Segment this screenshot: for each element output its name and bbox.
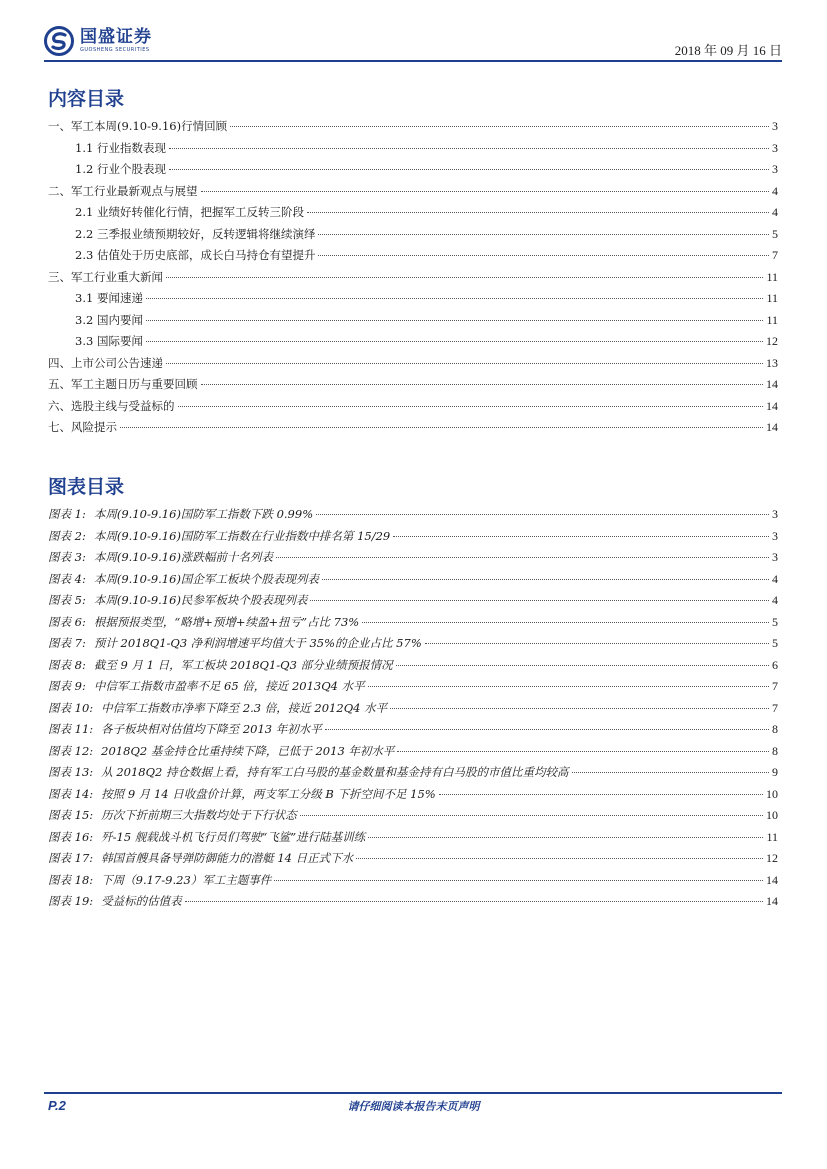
figure-entry-page: 7: [772, 679, 778, 693]
figure-entry-page: 5: [772, 614, 778, 629]
dot-leader: [390, 708, 769, 709]
figure-entry-number: 图表 10:: [48, 700, 94, 715]
figure-entry-page: 14: [766, 894, 778, 908]
figure-entry-label: 从 2018Q2 持仓数据上看，持有军工白马股的基金数量和基金持有白马股的市值比重均较高: [101, 765, 569, 779]
dot-leader: [318, 234, 769, 235]
dot-leader: [322, 579, 769, 580]
dot-leader: [169, 148, 769, 149]
dot-leader: [368, 837, 763, 838]
toc-entry[interactable]: [48, 140, 778, 162]
toc-entry-page: 11: [766, 269, 778, 284]
figure-entry-number: 图表 8:: [48, 657, 86, 672]
figure-entry-page: 3: [772, 550, 778, 564]
toc-entry-page: 12: [766, 334, 778, 348]
figure-entry-label: 预计 2018Q1-Q3 净利润增速平均值大于 35%的企业占比 57%: [93, 636, 422, 650]
dot-leader: [274, 880, 763, 881]
figure-entry-page: 5: [772, 636, 778, 650]
dot-leader: [146, 320, 763, 321]
dot-leader: [146, 341, 763, 342]
toc-entry-label: 2.1 业绩好转催化行情，把握军工反转三阶段: [75, 205, 304, 219]
toc-entry[interactable]: [48, 398, 778, 420]
dot-leader: [178, 406, 764, 407]
toc-entry-page: 13: [766, 355, 778, 370]
figure-entry-page: 10: [766, 808, 778, 822]
toc-entry[interactable]: [48, 290, 778, 312]
figure-entry-label: 历次下折前期三大指数均处于下行状态: [101, 808, 297, 822]
footer-divider: [44, 1092, 782, 1094]
figure-entry-page: 14: [766, 872, 778, 887]
dot-leader: [572, 772, 770, 773]
toc-entry-page: 3: [772, 162, 778, 176]
figure-entry[interactable]: [48, 786, 778, 808]
figure-entry-label: 韩国首艘具备导弹防御能力的潜艇 14 日正式下水: [101, 851, 354, 865]
figure-entry-number: 图表 1:: [48, 507, 86, 521]
toc-entry-label: 六、选股主线与受益标的: [48, 398, 175, 413]
toc-entry-page: 3: [772, 119, 778, 133]
figure-entry-label: 各子板块相对估值均下降至 2013 年初水平: [101, 722, 322, 736]
toc-entry-label: 2.2 三季报业绩预期较好，反转逻辑将继续演绎: [75, 226, 316, 241]
company-name-cn: 国盛证券: [80, 27, 152, 47]
figure-entry-label: 本周(9.10-9.16)国防军工指数下跌 0.99%: [93, 507, 314, 521]
toc-entry-page: 5: [772, 226, 778, 241]
figure-entry-label: 本周(9.10-9.16)国防军工指数在行业指数中排名第 15/29: [93, 528, 391, 543]
figure-entry-number: 图表 17:: [48, 851, 94, 865]
figure-entry-number: 图表 19:: [48, 894, 94, 908]
figure-entry-page: 7: [772, 700, 778, 715]
figure-entry[interactable]: [48, 657, 778, 679]
dot-leader: [146, 298, 763, 299]
figure-entry-number: 图表 14:: [48, 786, 94, 801]
dot-leader: [397, 751, 769, 752]
dot-leader: [120, 427, 763, 428]
toc-entry[interactable]: [48, 204, 778, 226]
figure-entry-label: 歼-15 舰载战斗机飞行员们驾驶“飞鲨”进行陆基训练: [101, 829, 366, 844]
dot-leader: [325, 729, 769, 730]
toc-entry-page: 3: [772, 140, 778, 155]
figure-entry-number: 图表 5:: [48, 593, 86, 607]
figure-entry-page: 3: [772, 507, 778, 521]
toc-entry-page: 14: [766, 420, 778, 434]
figure-entry[interactable]: [48, 850, 778, 872]
figure-entry-page: 8: [772, 722, 778, 736]
figure-entry-page: 6: [772, 657, 778, 672]
toc-entry-label: 1.1 行业指数表现: [75, 140, 166, 155]
toc-entry-page: 7: [772, 248, 778, 262]
toc-entry[interactable]: [48, 183, 778, 205]
dot-leader: [318, 255, 769, 256]
figure-entry-label: 本周(9.10-9.16)民参军板块个股表现列表: [93, 593, 308, 607]
toc-entry[interactable]: [48, 118, 778, 140]
toc-entry[interactable]: [48, 226, 778, 248]
dot-leader: [185, 901, 763, 902]
toc-entry-label: 一、军工本周(9.10-9.16)行情回顾: [48, 119, 228, 133]
dot-leader: [393, 536, 769, 537]
toc-entry[interactable]: [48, 419, 778, 441]
header-divider: [44, 60, 782, 62]
toc-entry-label: 五、军工主题日历与重要回顾: [48, 377, 198, 391]
toc-entry-page: 14: [766, 377, 778, 391]
toc-entry[interactable]: [48, 161, 778, 183]
figure-entry-number: 图表 15:: [48, 808, 94, 822]
toc-entry-label: 四、上市公司公告速递: [48, 355, 163, 370]
dot-leader: [396, 665, 769, 666]
dot-leader: [356, 858, 763, 859]
guosheng-logo-icon: [44, 26, 74, 56]
toc-entry-label: 三、军工行业重大新闻: [48, 269, 163, 284]
figure-entry-page: 3: [772, 528, 778, 543]
toc-entry-page: 14: [766, 398, 778, 413]
dot-leader: [169, 169, 769, 170]
dot-leader: [362, 622, 769, 623]
figure-entry-label: 下周（9.17-9.23）军工主题事件: [101, 872, 272, 887]
figure-entry[interactable]: [48, 893, 778, 915]
toc-entry[interactable]: [48, 355, 778, 377]
figure-entry-label: 本周(9.10-9.16)涨跌幅前十名列表: [93, 550, 273, 564]
figure-entry-page: 9: [772, 765, 778, 779]
toc-entry-page: 4: [772, 183, 778, 198]
figure-entry-number: 图表 9:: [48, 679, 86, 693]
toc-entry-label: 七、风险提示: [48, 420, 117, 434]
figure-entry-number: 图表 13:: [48, 765, 94, 779]
figure-entry[interactable]: [48, 743, 778, 765]
figure-entry-page: 8: [772, 743, 778, 758]
figure-entry-number: 图表 11:: [48, 722, 94, 736]
figure-entry-number: 图表 12:: [48, 743, 94, 758]
figure-entry[interactable]: [48, 635, 778, 657]
dot-leader: [307, 212, 769, 213]
dot-leader: [166, 277, 763, 278]
figure-entry[interactable]: [48, 506, 778, 528]
footer-disclaimer: 请仔细阅读本报告末页声明: [347, 1100, 480, 1113]
figure-entry[interactable]: [48, 764, 778, 786]
figure-entry-page: 10: [766, 786, 778, 801]
toc-entry[interactable]: [48, 247, 778, 269]
figure-entry-number: 图表 7:: [48, 636, 86, 650]
toc-entry[interactable]: [48, 376, 778, 398]
dot-leader: [425, 643, 769, 644]
toc-entry-label: 二、军工行业最新观点与展望: [48, 183, 198, 198]
dot-leader: [300, 815, 763, 816]
figure-entry-label: 受益标的估值表: [101, 894, 182, 908]
toc-entry[interactable]: [48, 269, 778, 291]
dot-leader: [166, 363, 763, 364]
figure-entry-number: 图表 2:: [48, 528, 86, 543]
dot-leader: [230, 126, 769, 127]
figure-entry[interactable]: [48, 807, 778, 829]
toc-entry-page: 4: [772, 205, 778, 219]
figure-entry[interactable]: [48, 700, 778, 722]
figure-entry-page: 12: [766, 851, 778, 865]
figure-entry-label: 本周(9.10-9.16)国企军工板块个股表现列表: [93, 571, 319, 586]
list-of-figures: [48, 506, 778, 915]
dot-leader: [201, 384, 764, 385]
figure-entry[interactable]: [48, 592, 778, 614]
figure-entry-number: 图表 3:: [48, 550, 86, 564]
figure-entry-label: 2018Q2 基金持仓比重持续下降，已低于 2013 年初水平: [101, 743, 395, 758]
company-logo: [44, 26, 152, 56]
figure-entry[interactable]: [48, 571, 778, 593]
figure-entry[interactable]: [48, 528, 778, 550]
toc-entry-label: 3.3 国际要闻: [75, 334, 143, 348]
figure-entry[interactable]: [48, 678, 778, 700]
report-date: 2018 年 09 月 16 日: [674, 43, 782, 58]
figure-entry[interactable]: [48, 872, 778, 894]
figures-title: 图表目录: [48, 476, 125, 498]
table-of-contents: [48, 118, 778, 441]
company-name-en: GUOSHENG SECURITIES: [80, 47, 150, 53]
figure-entry-page: 4: [772, 571, 778, 586]
dot-leader: [276, 557, 769, 558]
toc-entry-label: 2.3 估值处于历史底部，成长白马持仓有望提升: [75, 248, 316, 262]
toc-entry-label: 1.2 行业个股表现: [75, 162, 166, 176]
figure-entry-label: 按照 9 月 14 日收盘价计算，两支军工分级 B 下折空间不足 15%: [101, 786, 436, 801]
figure-entry[interactable]: [48, 721, 778, 743]
dot-leader: [201, 191, 770, 192]
figure-entry-label: 根据预报类型，“略增+预增+续盈+扭亏”占比 73%: [93, 614, 360, 629]
figure-entry-number: 图表 6:: [48, 614, 86, 629]
dot-leader: [310, 600, 769, 601]
figure-entry-label: 中信军工指数市盈率不足 65 倍，接近 2013Q4 水平: [93, 679, 365, 693]
toc-entry-label: 3.2 国内要闻: [75, 312, 143, 327]
page-header: [44, 22, 782, 60]
dot-leader: [368, 686, 769, 687]
toc-entry-label: 3.1 要闻速递: [75, 291, 143, 305]
figure-entry-label: 中信军工指数市净率下降至 2.3 倍，接近 2012Q4 水平: [101, 700, 388, 715]
toc-entry-page: 11: [766, 291, 778, 305]
page-number: P.2: [48, 1098, 66, 1113]
figure-entry-number: 图表 18:: [48, 872, 94, 887]
figure-entry-number: 图表 16:: [48, 829, 94, 844]
figure-entry[interactable]: [48, 829, 778, 851]
toc-entry-page: 11: [766, 312, 778, 327]
toc-entry[interactable]: [48, 312, 778, 334]
figure-entry-page: 4: [772, 593, 778, 607]
figure-entry-number: 图表 4:: [48, 571, 86, 586]
figure-entry[interactable]: [48, 549, 778, 571]
figure-entry-label: 截至 9 月 1 日，军工板块 2018Q1-Q3 部分业绩预报情况: [93, 657, 393, 672]
toc-entry[interactable]: [48, 333, 778, 355]
contents-title: 内容目录: [48, 88, 125, 110]
figure-entry[interactable]: [48, 614, 778, 636]
dot-leader: [316, 514, 769, 515]
dot-leader: [439, 794, 763, 795]
figure-entry-page: 11: [766, 829, 778, 844]
